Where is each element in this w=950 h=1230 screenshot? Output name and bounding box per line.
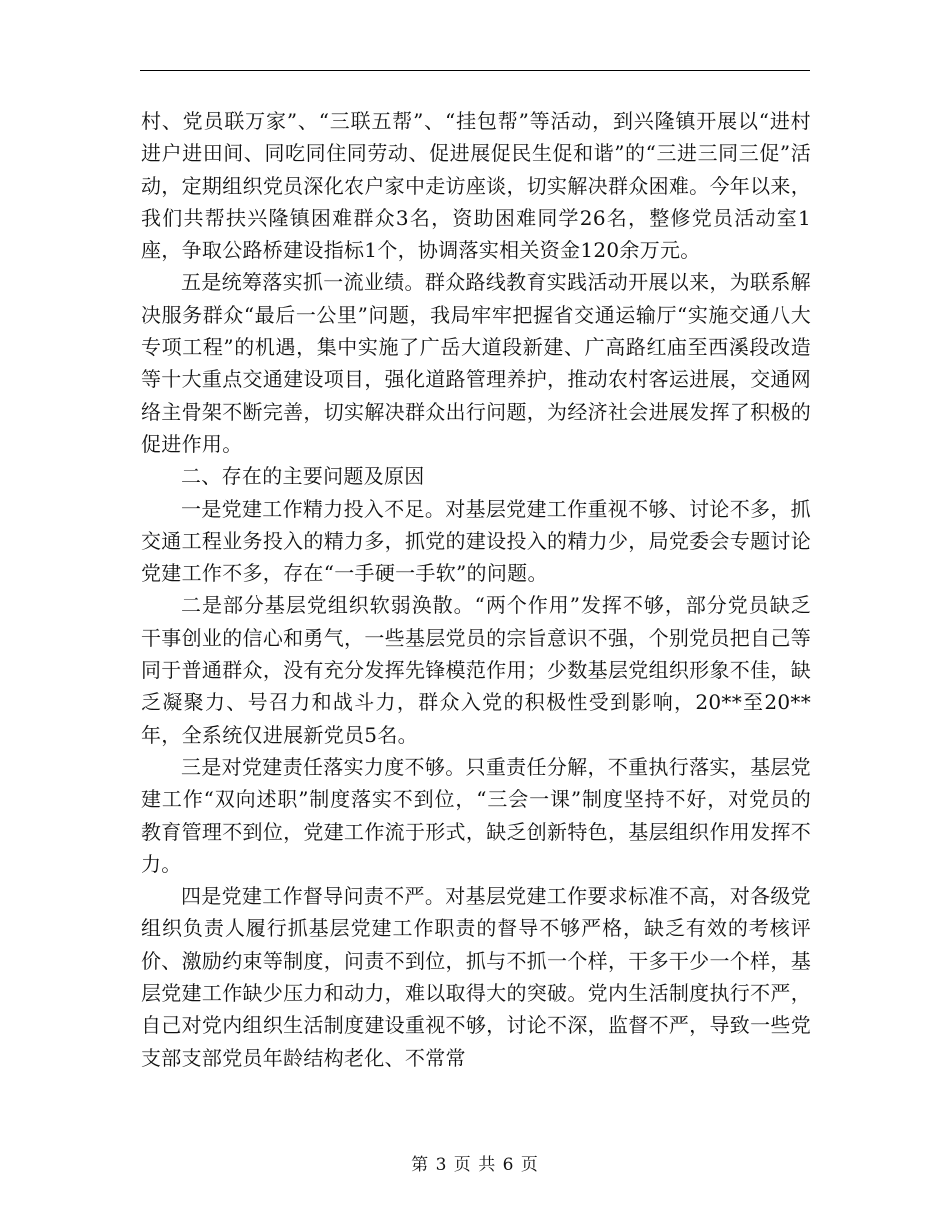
document-body bbox=[141, 105, 811, 1074]
header-rule bbox=[140, 70, 810, 71]
paragraph-point-three: 三是对党建责任落实力度不够。只重责任分解，不重执行落实，基层党建工作“双向述职”制度落实不到位，“三会一课”制度坚持不好，对党员的教育管理不到位，党建工作流于形式，缺乏创新特色，基层组织作用发挥不力。 bbox=[141, 754, 811, 876]
section-heading-problems: 二、存在的主要问题及原因 bbox=[181, 464, 425, 489]
paragraph-point-five: 五是统筹落实抓一流业绩。群众路线教育实践活动开展以来，为联系解决服务群众“最后一公里”问题，我局牢牢把握省交通运输厅“实施交通八大专项工程”的机遇，集中实施了广岳大道段新建、广高路红庙至西溪段改造等十大重点交通建设项目，强化道路管理养护，推动农村客运进展，交通网络主骨架不断完善，切实解决群众出行问题，为经济社会进展发挥了积极的促进作用。 bbox=[141, 270, 811, 456]
paragraph-continuation: 村、党员联万家”、“三联五帮”、“挂包帮”等活动，到兴隆镇开展以“进村进户进田间、同吃同住同劳动、促进展促民生促和谐”的“三进三同三促”活动，定期组织党员深化农户家中走访座谈，切实解决群众困难。今年以来，我们共帮扶兴隆镇困难群众3名，资助困难同学26名，整修党员活动室1座，争取公路桥建设指标1个，协调落实相关资金120余万元。 bbox=[141, 109, 811, 263]
paragraph-point-one: 一是党建工作精力投入不足。对基层党建工作重视不够、讨论不多，抓交通工程业务投入的精力多，抓党的建设投入的精力少，局党委会专题讨论党建工作不多，存在“一手硬一手软”的问题。 bbox=[141, 496, 811, 586]
paragraph-point-four: 四是党建工作督导问责不严。对基层党建工作要求标准不高，对各级党组织负责人履行抓基层党建工作职责的督导不够严格，缺乏有效的考核评价、激励约束等制度，问责不到位，抓与不抓一个样，干多干少一个样，基层党建工作缺少压力和动力，难以取得大的突破。党内生活制度执行不严，自己对党内组织生活制度建设重视不够，讨论不深，监督不严，导致一些党支部支部党员年龄结构老化、不常常 bbox=[141, 884, 811, 1070]
paragraph-point-two: 二是部分基层党组织软弱涣散。“两个作用”发挥不够，部分党员缺乏干事创业的信心和勇气，一些基层党员的宗旨意识不强，个别党员把自己等同于普通群众，没有充分发挥先锋模范作用；少数基层党组织形象不佳，缺乏凝聚力、号召力和战斗力，群众入党的积极性受到影响，20**至20**年，全系统仅进展新党员5名。 bbox=[141, 593, 811, 747]
page-number-footer: 第 3 页 共 6 页 bbox=[411, 1155, 539, 1175]
